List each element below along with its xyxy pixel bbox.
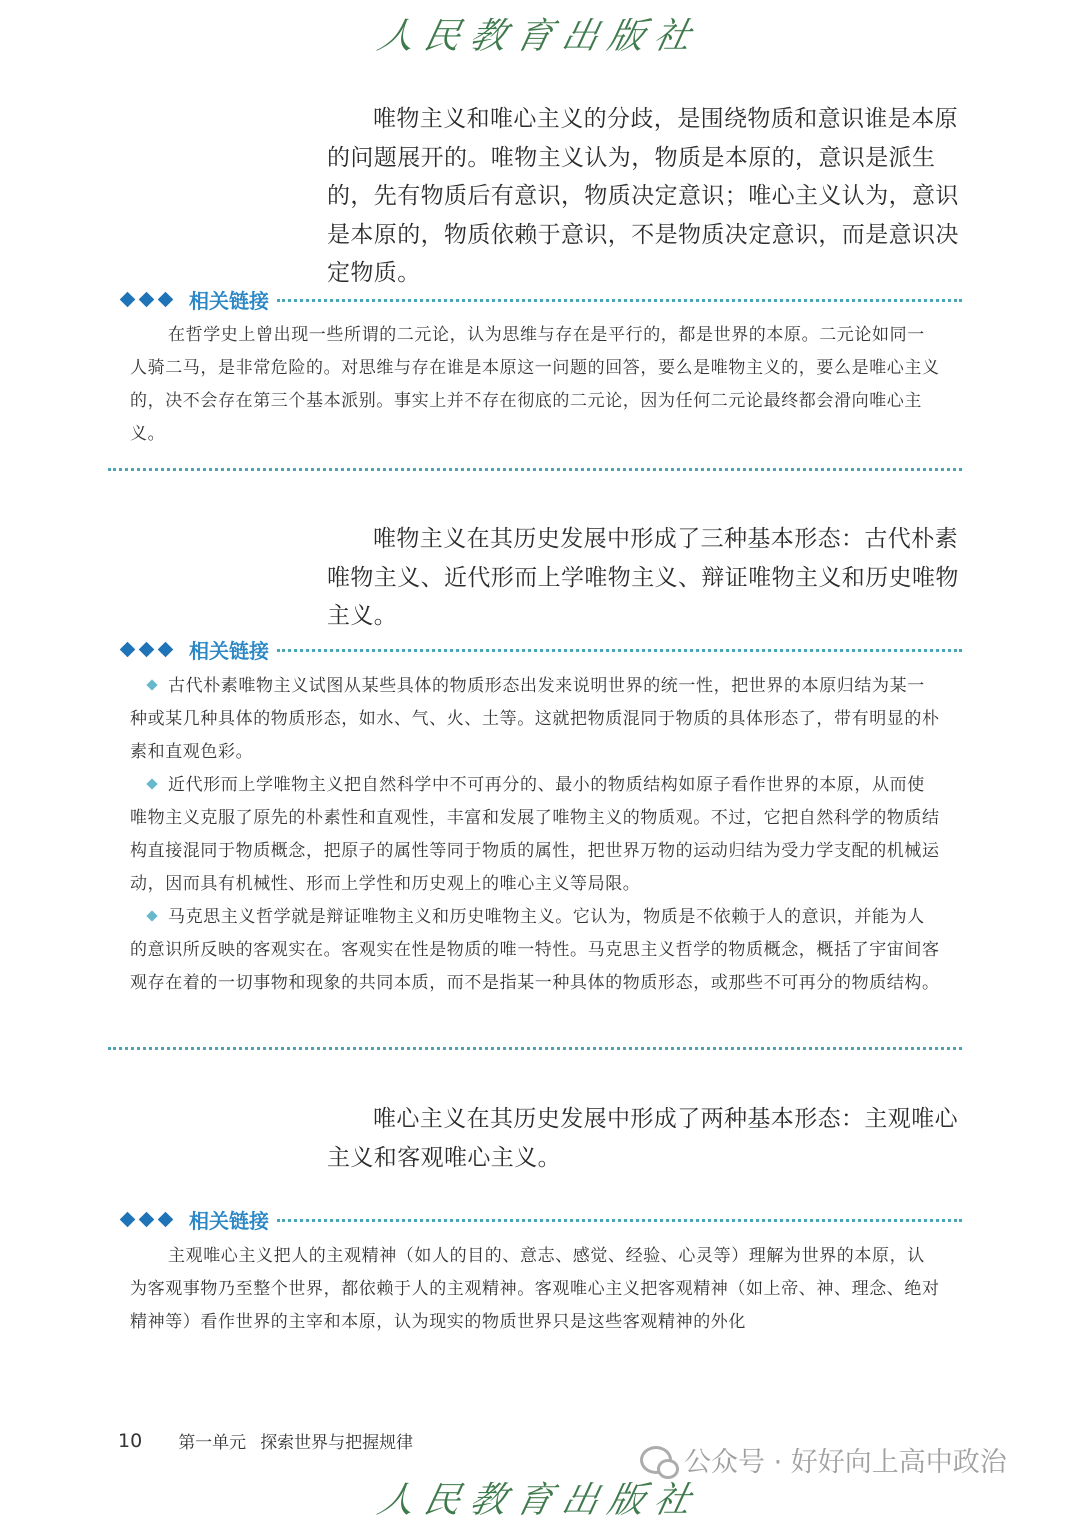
list-item-text: 古代朴素唯物主义试图从某些具体的物质形态出发来说明世界的统一性，把世界的本原归结为某一种或某几种具体的物质形态，如水、气、火、土等。这就把物质混同于物质的具体形态了，带有明显的朴素和直观色彩。 <box>130 676 940 762</box>
related-link-header-3 <box>120 1205 962 1233</box>
diamond-icon <box>158 641 174 657</box>
bullet-diamond-icon <box>146 679 157 690</box>
diamond-icons <box>120 644 173 655</box>
watermark-text: 公众号 · 好好向上高中政治 <box>684 1447 1007 1478</box>
list-item-text: 马克思主义哲学就是辩证唯物主义和历史唯物主义。它认为，物质是不依赖于人的意识，并能为人的意识所反映的客观实在。客观实在性是物质的唯一特性。马克思主义哲学的物质概念，概括了宇宙间客观存在着的一切事物和现象的共同本质，而不是指某一种具体的物质形态，或那些不可再分的物质结构。 <box>130 907 940 993</box>
diamond-icon <box>139 1211 155 1227</box>
diamond-icon <box>120 641 136 657</box>
diamond-icon <box>139 291 155 307</box>
diamond-icon <box>139 641 155 657</box>
wechat-icon <box>640 1446 672 1474</box>
body-paragraph-2: 唯物主义在其历史发展中形成了三种基本形态：古代朴素唯物主义、近代形而上学唯物主义、辩证唯物主义和历史唯物主义。 <box>327 526 959 629</box>
related-link-text: 主观唯心主义把人的主观精神（如人的目的、意志、感觉、经验、心灵等）理解为世界的本原，认为客观事物乃至整个世界，都依赖于人的主观精神。客观唯心主义把客观精神（如上帝、神、理念、绝对精神等）看作世界的主宰和本原，认为现实的物质世界只是这些客观精神的外化 <box>130 1246 940 1332</box>
dotted-divider <box>277 649 962 652</box>
related-link-body-1 <box>130 319 940 451</box>
body-paragraph-1: 唯物主义和唯心主义的分歧，是围绕物质和意识谁是本原的问题展开的。唯物主义认为，物质是本原的，意识是派生的，先有物质后有意识，物质决定意识；唯心主义认为，意识是本原的，物质依赖于意识，不是物质决定意识，而是意识决定物质。 <box>327 106 959 286</box>
diamond-icon <box>120 1211 136 1227</box>
section-divider <box>108 1047 962 1050</box>
dotted-divider <box>277 299 962 302</box>
related-link-header-2 <box>120 635 962 663</box>
page-footer <box>118 1428 427 1453</box>
diamond-icons <box>120 294 173 305</box>
related-link-header-1 <box>120 285 962 313</box>
unit-title: 探索世界与把握规律 <box>260 1433 414 1453</box>
related-link-title: 相关链接 <box>189 288 269 313</box>
related-link-body-3 <box>130 1240 940 1339</box>
section-divider <box>108 468 962 471</box>
diamond-icon <box>120 291 136 307</box>
diamond-icons <box>120 1214 173 1225</box>
related-link-title: 相关链接 <box>189 1208 269 1233</box>
diamond-icon <box>158 291 174 307</box>
publisher-logo-top: 人民教育出版社 <box>373 16 705 57</box>
list-item <box>130 670 940 769</box>
body-paragraph-3: 唯心主义在其历史发展中形成了两种基本形态：主观唯心主义和客观唯心主义。 <box>327 1106 958 1171</box>
list-item-text: 近代形而上学唯物主义把自然科学中不可再分的、最小的物质结构如原子看作世界的本原，从而使唯物主义克服了原先的朴素性和直观性，丰富和发展了唯物主义的物质观。不过，它把自然科学的物质结构直接混同于物质概念，把原子的属性等同于物质的属性，把世界万物的运动归结为受力学支配的机械运动，因而具有机械性、形而上学性和历史观上的唯心主义等局限。 <box>130 775 940 894</box>
list-item <box>130 901 940 1000</box>
list-item <box>130 769 940 901</box>
bullet-diamond-icon <box>146 778 157 789</box>
publisher-logo-bottom: 人民教育出版社 <box>373 1480 705 1521</box>
dotted-divider <box>277 1219 962 1222</box>
diamond-icon <box>158 1211 174 1227</box>
related-link-text: 在哲学史上曾出现一些所谓的二元论，认为思维与存在是平行的，都是世界的本原。二元论如同一人骑二马，是非常危险的。对思维与存在谁是本原这一问题的回答，要么是唯物主义的，要么是唯心主义的，决不会存在第三个基本派别。事实上并不存在彻底的二元论，因为任何二元论最终都会滑向唯心主义。 <box>130 325 940 444</box>
page-number: 10 <box>118 1429 143 1452</box>
bullet-diamond-icon <box>146 910 157 921</box>
unit-label: 第一单元 <box>178 1433 247 1453</box>
related-link-title: 相关链接 <box>189 638 269 663</box>
related-link-body-2 <box>130 670 940 1000</box>
